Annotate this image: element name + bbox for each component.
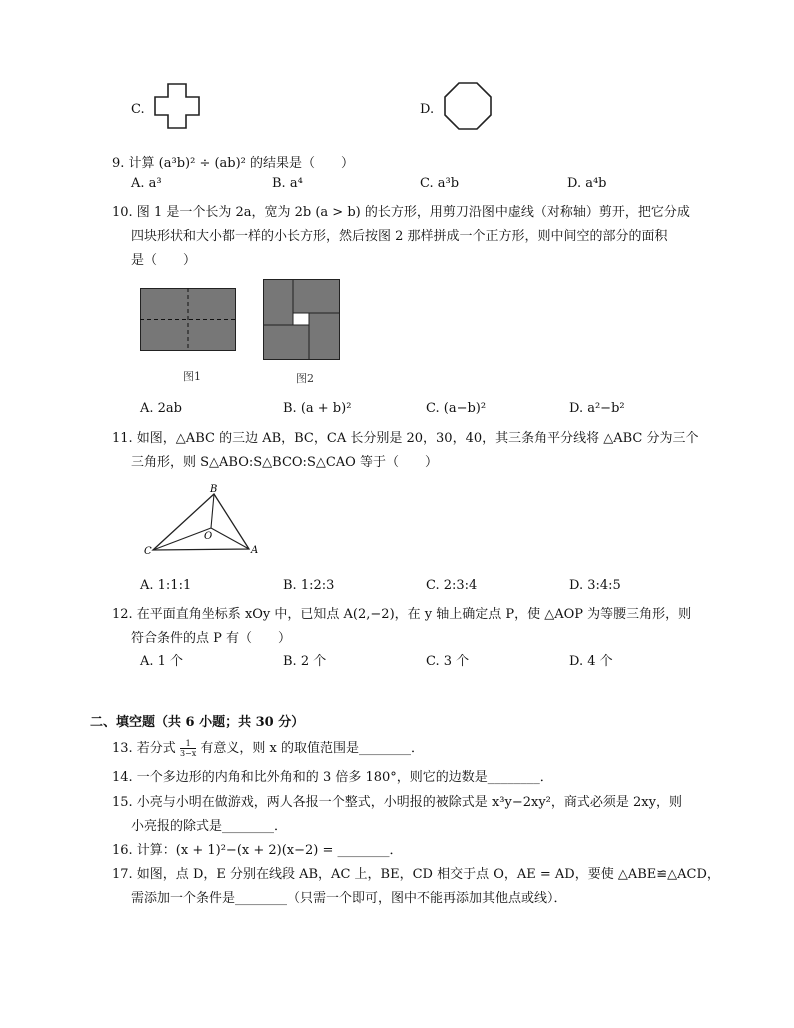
figure-2-square xyxy=(263,279,340,360)
vertex-b-label: B xyxy=(210,484,218,495)
q10-line1: 10. 图 1 是一个长为 2a，宽为 2b (a > b) 的长方形，用剪刀沿图中虚线（对称轴）剪开，把它分成 xyxy=(112,205,690,220)
octagon-shape-icon xyxy=(444,82,492,130)
q13-fraction-numerator: 1 xyxy=(180,739,196,749)
q12-option-c: C. 3 个 xyxy=(426,654,470,669)
q9-option-c: C. a³b xyxy=(420,176,460,191)
figure-1-rectangle xyxy=(140,288,236,351)
q8-option-d-label: D. xyxy=(420,102,435,117)
q17-line2: 需添加一个条件是________（只需一个即可，图中不能再添加其他点或线）． xyxy=(131,891,567,906)
q11-line1: 11. 如图，△ABC 的三边 AB，BC，CA 长分别是 20，30，40，其三条角平分线将 △ABC 分为三个 xyxy=(112,431,699,446)
q10-option-b: B. (a + b)² xyxy=(283,401,352,416)
q12-line2: 符合条件的点 P 有（ ） xyxy=(131,631,292,646)
cross-shape-icon xyxy=(154,83,200,129)
q13-fraction xyxy=(180,739,196,758)
q12-option-d: D. 4 个 xyxy=(569,654,613,669)
q8-option-c-label: C. xyxy=(131,102,145,117)
q11-line2: 三角形，则 S△ABO:S△BCO:S△CAO 等于（ ） xyxy=(131,455,438,470)
q10-line2: 四块形状和大小都一样的小长方形，然后按图 2 那样拼成一个正方形，则中间空的部分的面积 xyxy=(131,229,668,244)
q12-option-a: A. 1 个 xyxy=(140,654,184,669)
q15-line1: 15. 小亮与小明在做游戏，两人各报一个整式，小明报的被除式是 x³y−2xy²，商式必须是 2xy，则 xyxy=(112,795,682,810)
q9-option-b: B. a⁴ xyxy=(272,176,303,191)
vertex-c-label: C xyxy=(144,546,152,557)
vertex-a-label: A xyxy=(251,545,259,556)
q12-line1: 12. 在平面直角坐标系 xOy 中，已知点 A(2,−2)，在 y 轴上确定点 P，使 △AOP 为等腰三角形，则 xyxy=(112,607,692,622)
q10-line3: 是（ ） xyxy=(131,253,197,268)
q10-option-d: D. a²−b² xyxy=(569,401,625,416)
q9-option-d: D. a⁴b xyxy=(567,176,607,191)
q11-option-a: A. 1:1:1 xyxy=(140,578,192,593)
point-o-label: O xyxy=(204,531,213,542)
section-2-title: 二、填空题（共 6 小题；共 30 分） xyxy=(90,715,305,730)
triangle-abc-figure xyxy=(140,482,265,558)
q10-option-c: C. (a−b)² xyxy=(426,401,487,416)
q13-suffix: 有意义，则 x 的取值范围是________． xyxy=(200,741,425,756)
q13-fraction-denominator: 3−x xyxy=(179,749,197,758)
q9-stem: 9. 计算 (a³b)² ÷ (ab)² 的结果是（ ） xyxy=(112,156,355,171)
q17-line1: 17. 如图，点 D，E 分别在线段 AB，AC 上，BE，CD 相交于点 O，AE = AD，要使 △ABE≌△ACD， xyxy=(112,867,720,882)
q15-line2: 小亮报的除式是________． xyxy=(131,819,288,834)
q11-option-c: C. 2:3:4 xyxy=(426,578,478,593)
figure-2-caption: 图2 xyxy=(296,372,314,385)
q11-option-d: D. 3:4:5 xyxy=(569,578,621,593)
q11-option-b: B. 1:2:3 xyxy=(283,578,335,593)
q13-prefix: 13. 若分式 xyxy=(112,741,176,756)
q10-option-a: A. 2ab xyxy=(140,401,182,416)
q14-text: 14. 一个多边形的内角和比外角和的 3 倍多 180°，则它的边数是________． xyxy=(112,770,553,785)
q16-text: 16. 计算：(x + 1)²−(x + 2)(x−2) = ________． xyxy=(112,843,403,858)
q13-text xyxy=(112,737,424,758)
q9-option-a: A. a³ xyxy=(131,176,162,191)
q12-option-b: B. 2 个 xyxy=(283,654,327,669)
figure-1-caption: 图1 xyxy=(183,370,201,383)
